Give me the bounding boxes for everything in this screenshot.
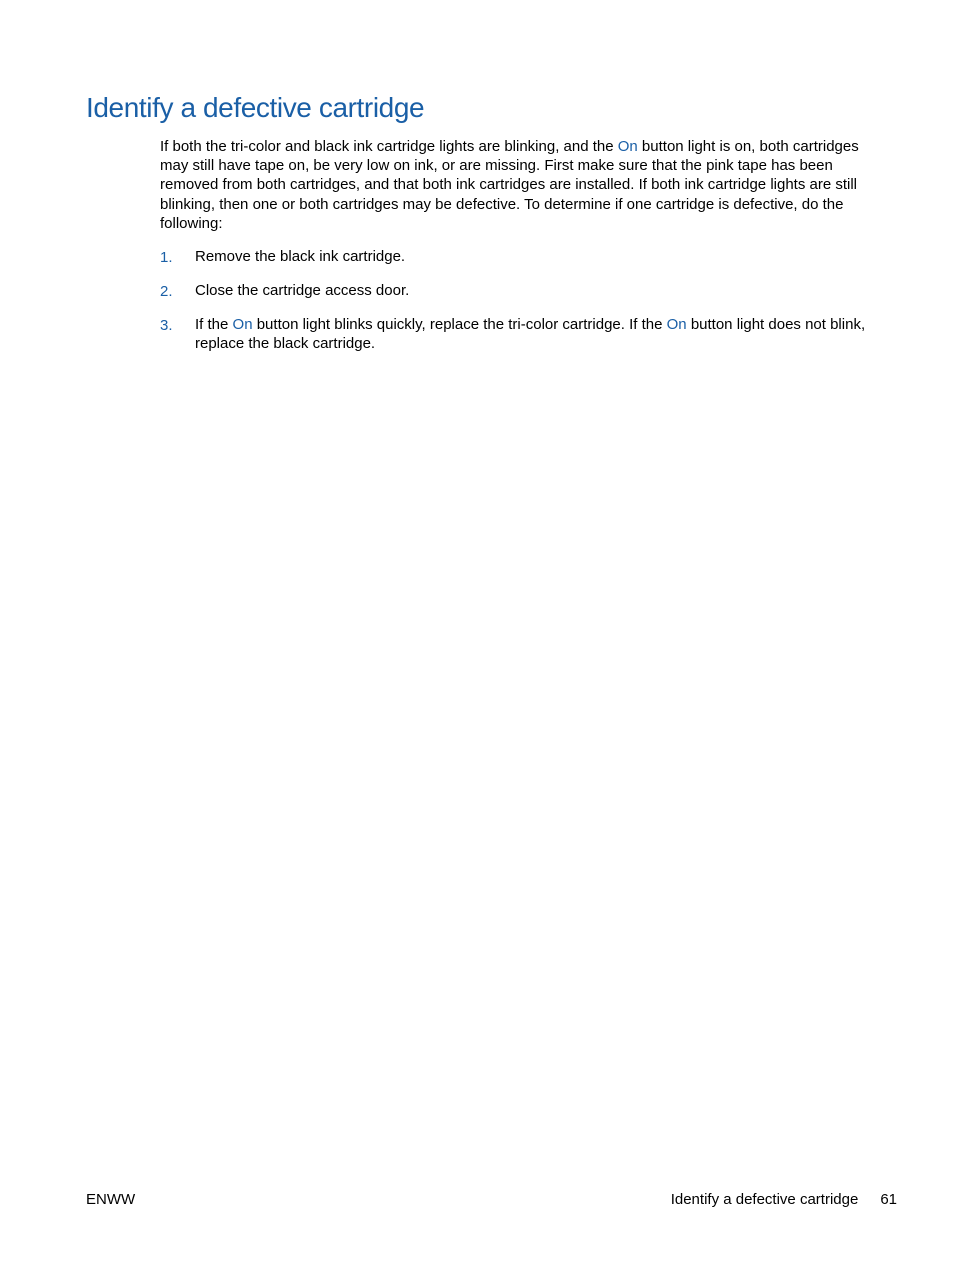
footer-section (671, 1190, 897, 1210)
step-text (195, 316, 865, 352)
step-text-part: button light blinks quickly, replace the tri-color cartridge. If the (252, 316, 667, 333)
footer-locale: ENWW (86, 1191, 136, 1208)
steps-list (160, 247, 880, 368)
step-text-part: If the (195, 316, 233, 333)
on-button-label: On (232, 316, 253, 333)
step-number: 3. (160, 317, 173, 334)
step-number: 1. (160, 249, 173, 266)
on-button-label: On (617, 138, 638, 155)
step-text: Remove the black ink cartridge. (195, 248, 406, 265)
intro-paragraph (160, 137, 860, 233)
intro-text: button light is on, both cartridges may still have tape on, be very low on ink, or are missing. First make sure that the pink tape has been removed from both cartridges, and that both ink cartridges are installed. If both ink cartridge lights are still blinking, then one or both cartridges may be defective. To determine if one cartridge is defective, do the following: (160, 138, 859, 232)
on-button-label: On (666, 316, 687, 333)
list-item (160, 247, 880, 266)
footer-section-title: Identify a defective cartridge (670, 1191, 859, 1208)
page-title: Identify a defective cartridge (86, 92, 425, 123)
page-number: 61 (880, 1191, 897, 1208)
step-text: Close the cartridge access door. (195, 282, 410, 299)
step-text-part: button light does not blink, replace the black cartridge. (195, 316, 866, 353)
step-number: 2. (160, 283, 173, 300)
intro-text: If both the tri-color and black ink cartridge lights are blinking, and the (160, 138, 618, 155)
list-item (160, 281, 880, 300)
list-item (160, 315, 880, 353)
